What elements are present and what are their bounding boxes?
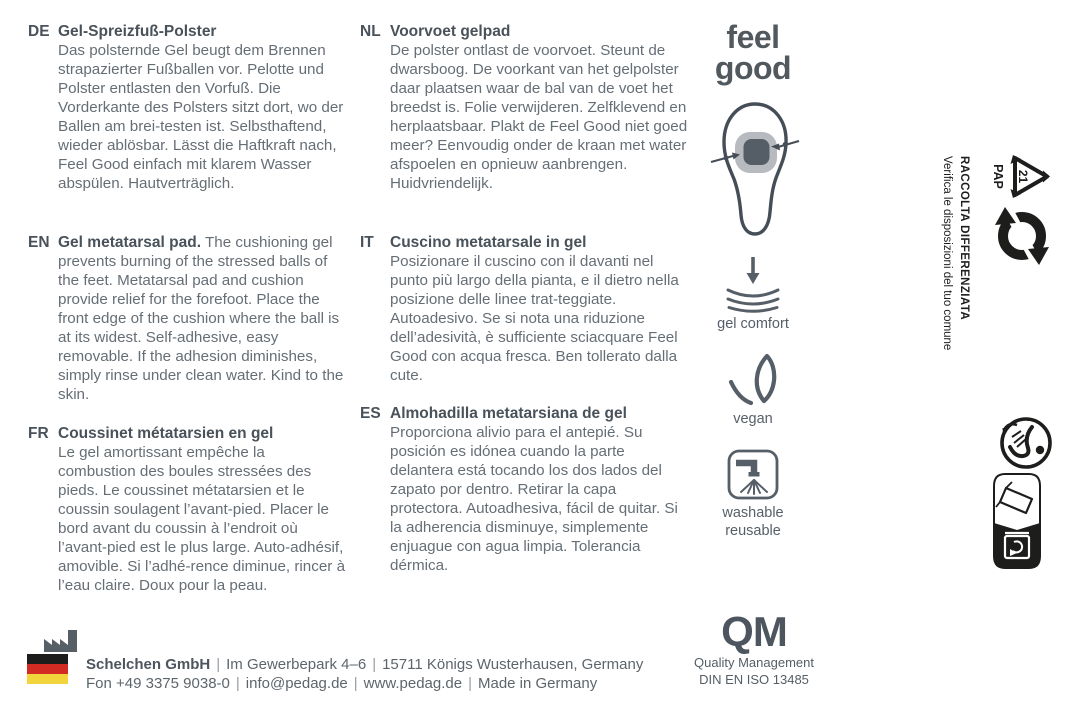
section-body-fr: Le gel amortissant empêche la combustion des boules stressées des pieds. Le coussinet métatarsien et le coussin soulagent l’avant-pied. Placer le bord avant du coussin à l’endroit où l’avant-pied est le plus large. Auto-adhésif, amovible. Si l’adhé-rence diminue, rincer à l’eau claire. Doux pour la peau. xyxy=(58,444,346,594)
vegan-icon xyxy=(725,353,779,409)
section-fr xyxy=(28,424,346,595)
pap-21-recycling-icon xyxy=(985,153,1052,200)
brand-line2: good xyxy=(714,50,792,86)
lang-code-en: EN xyxy=(28,234,50,251)
qm-line2: DIN EN ISO 13485 xyxy=(699,672,809,687)
section-title-es: Almohadilla metatarsiana de gel xyxy=(390,405,627,422)
footer-contact xyxy=(86,655,643,693)
brand-line1: feel xyxy=(726,19,780,55)
section-en xyxy=(28,233,346,404)
washable-reusable-label xyxy=(688,504,818,540)
lang-code-fr: FR xyxy=(28,425,49,442)
washable-icon xyxy=(727,449,779,500)
section-body-en: The cushioning gel prevents burning of the stressed balls of the feet. Metatarsal pad and cushion provide relief for the forefoot. Place the front edge of the cushion where the ball is at its widest. Self-adhesive, easy removable. If the adhesion diminishes, simply rinse under clean water. Kind to the skin. xyxy=(58,234,344,403)
recycling-loop-icon xyxy=(992,206,1052,266)
vegan-label: vegan xyxy=(733,411,773,427)
section-title-en: Gel metatarsal pad. xyxy=(58,234,202,251)
quality-management-badge xyxy=(690,610,818,688)
reusable-label: reusable xyxy=(725,523,781,539)
company-email: info@pedag.de xyxy=(245,675,348,692)
raccolta-differenziata-text: RACCOLTA DIFFERENZIATA xyxy=(958,156,970,321)
section-es xyxy=(360,404,690,575)
german-flag-icon xyxy=(27,654,68,684)
section-body-nl: De polster ontlast de voorvoet. Steunt de dwarsboog. De voorkant van het gelpolster daar plaatsen waar de bal van de voet het breedst is. Folie verwijderen. Zelfklevend en herplaatsbaar. Plakt de Feel Good niet goed meer? Eenvoudig onder de kraan met water afspoelen en opnieuw aanbrengen. Huidvriendelijk. xyxy=(390,42,688,192)
company-website: www.pedag.de xyxy=(363,675,463,692)
verifica-disposizioni-text: Verifica le disposizioni del tuo comune xyxy=(941,156,953,351)
section-title-it: Cuscino metatarsale in gel xyxy=(390,234,587,251)
footer-line1: Schelchen GmbH | Im Gewerbepark 4–6 | 15711 Königs Wusterhausen, Germany xyxy=(86,656,644,673)
company-name: Schelchen GmbH xyxy=(86,656,211,673)
gel-comfort-label: gel comfort xyxy=(717,316,789,332)
lang-code-es: ES xyxy=(360,405,381,422)
section-body-it: Posizionare il cuscino con il davanti nel punto più largo della pianta, e il dietro nella posizione delle linee trat-teggiate. Autoadesivo. Se si nota una riduzione dell’adesività, è sufficiente sciacquare Feel Good con acqua fresca. Ben tollerato dalla cute. xyxy=(390,253,679,384)
svg-text:21: 21 xyxy=(1016,169,1030,184)
section-body-de: Das polsternde Gel beugt dem Brennen strapazierter Fußballen vor. Pelotte und Polster entlasten den Vorfuß. Die Vorderkante des Polsters sitzt dort, wo der Ballen am brei-testen ist. Selbsthaftend, wieder ablösbar. Lässt die Haftkraft nach, Feel Good einfach mit klarem Wasser abspülen. Hautverträglich. xyxy=(58,42,344,192)
company-city: 15711 Königs Wusterhausen, Germany xyxy=(382,656,644,673)
section-it xyxy=(360,233,690,385)
company-phone: Fon +49 3375 9038-0 xyxy=(86,675,230,692)
section-body-es: Proporciona alivio para el antepié. Su posición es idónea cuando la parte delantera está tocando los dos lados del zapato por dentro. Retirar la capa protectora. Autoadhesiva, fácil de quitar. Si la adherencia disminuye, simplemente enjuague con agua limpia. Tolerancia dérmica. xyxy=(390,424,678,574)
paper-collection-icon xyxy=(993,473,1041,569)
section-title-de: Gel-Spreizfuß-Polster xyxy=(58,23,217,40)
section-title-fr: Coussinet métatarsien en gel xyxy=(58,425,274,442)
insole-gel-pad-illustration xyxy=(701,98,809,240)
lang-code-nl: NL xyxy=(360,23,381,40)
section-title-nl: Voorvoet gelpad xyxy=(390,23,511,40)
manufacturer-factory-icon xyxy=(43,629,78,652)
recycling-rail xyxy=(938,156,972,396)
section-de xyxy=(28,22,346,193)
lang-code-de: DE xyxy=(28,23,50,40)
gel-comfort-icon xyxy=(723,254,783,316)
svg-text:PAP: PAP xyxy=(991,164,1005,189)
tidyman-icon xyxy=(999,416,1053,470)
footer-line2: Fon +49 3375 9038-0 | info@pedag.de | www.pedag.de | Made in Germany xyxy=(86,675,598,692)
qm-logo: QM xyxy=(721,608,787,655)
company-address: Im Gewerbepark 4–6 xyxy=(226,656,367,673)
made-in-germany: Made in Germany xyxy=(477,675,598,692)
lang-code-it: IT xyxy=(360,234,374,251)
brand-logo xyxy=(688,19,818,86)
section-nl xyxy=(360,22,690,193)
qm-line1: Quality Management xyxy=(694,655,814,670)
washable-label: washable xyxy=(722,505,784,521)
